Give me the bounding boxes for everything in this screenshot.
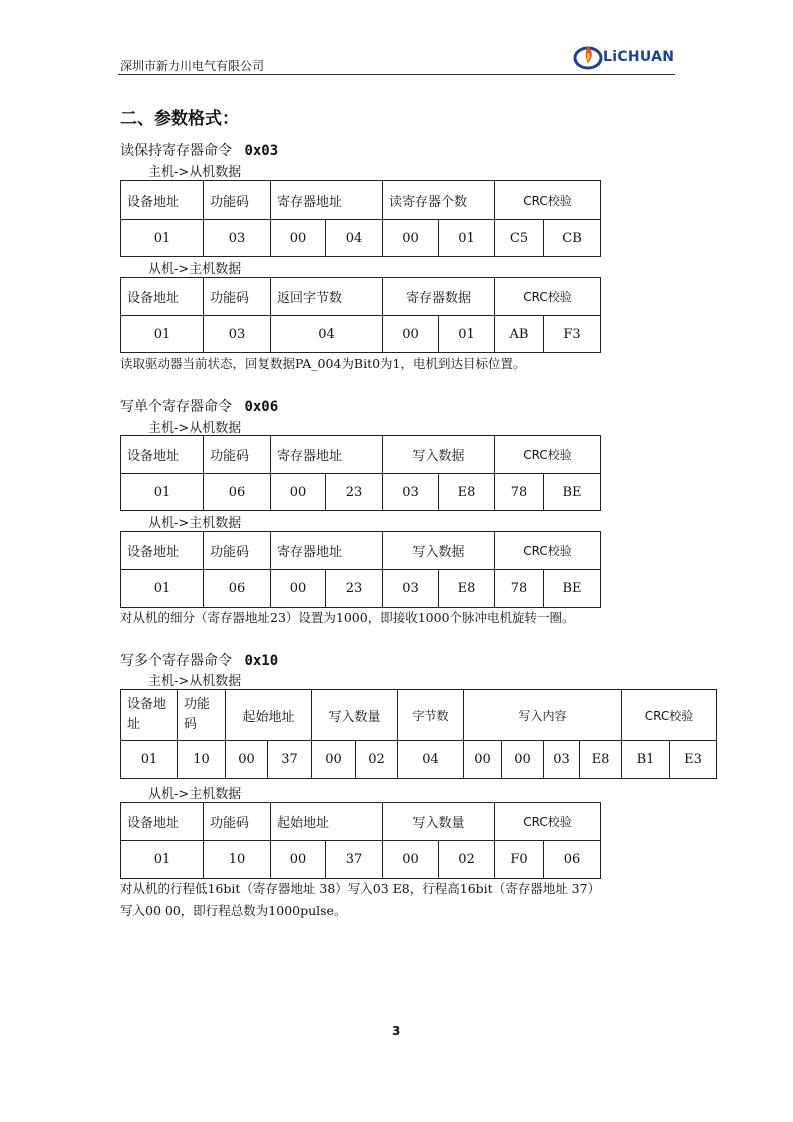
table-header-cell: 写入数据	[383, 532, 495, 570]
write-multi-master-label: 主机->从机数据	[148, 674, 242, 689]
table-row	[121, 316, 601, 353]
table-cell: 00	[271, 570, 326, 608]
read-cmd-code: 0x03	[244, 143, 279, 159]
table-cell: E3	[670, 741, 717, 779]
logo-mark-icon	[573, 42, 607, 72]
table-cell: 37	[268, 741, 312, 779]
logo-text: LiCHUAN	[603, 49, 675, 65]
table-cell: 00	[271, 220, 326, 257]
table-cell: 02	[439, 841, 495, 879]
table-cell: E8	[439, 570, 495, 608]
table-header-cell: CRC校验	[495, 436, 601, 474]
write-multi-cmd-note-line1: 对从机的行程低16bit（寄存器地址 38）写入03 E8，行程高16bit（寄存器地址 37）	[120, 881, 601, 896]
table-cell: 04	[271, 316, 383, 353]
table-cell: 06	[544, 841, 601, 879]
table-header-cell: CRC校验	[495, 803, 601, 841]
table-header-cell: 写入内容	[464, 690, 622, 741]
table-header-cell: 设备地址	[121, 532, 204, 570]
read-cmd-title	[120, 140, 278, 160]
table-cell: 00	[271, 841, 326, 879]
write-single-slave-table	[120, 531, 601, 608]
table-cell: 00	[226, 741, 268, 779]
table-cell: 01	[439, 220, 495, 257]
read-cmd-title-text: 读保持寄存器命令	[120, 143, 232, 159]
lichuan-logo	[573, 42, 678, 72]
table-cell: 06	[204, 570, 271, 608]
write-multi-cmd-note-line2: 写入00 00，即行程总数为1000pulse。	[120, 903, 347, 918]
write-single-cmd-code: 0x06	[244, 399, 279, 415]
table-cell: 00	[383, 841, 439, 879]
table-header-row	[121, 436, 601, 474]
table-cell: 03	[383, 570, 439, 608]
table-cell: 01	[439, 316, 495, 353]
table-cell: F0	[495, 841, 544, 879]
table-cell: 01	[121, 741, 178, 779]
write-multi-master-table	[120, 689, 717, 779]
table-cell: 78	[495, 474, 544, 511]
write-multi-cmd-code: 0x10	[244, 653, 279, 669]
table-row	[121, 841, 601, 879]
table-header-row	[121, 803, 601, 841]
table-cell: 00	[383, 220, 439, 257]
header-divider	[118, 74, 675, 75]
table-cell: B1	[622, 741, 670, 779]
table-header-cell: 写入数量	[312, 690, 398, 741]
table-cell: AB	[495, 316, 544, 353]
table-header-cell: 功能码	[178, 690, 226, 741]
table-cell: 01	[121, 474, 204, 511]
read-master-table	[120, 180, 601, 257]
table-cell: F3	[544, 316, 601, 353]
table-cell: 06	[204, 474, 271, 511]
read-master-label: 主机->从机数据	[148, 165, 242, 180]
table-cell: 04	[398, 741, 464, 779]
table-header-cell: CRC校验	[495, 181, 601, 220]
table-header-cell: 设备地址	[121, 690, 178, 741]
table-header-cell: 寄存器地址	[271, 436, 383, 474]
write-single-cmd-title	[120, 396, 278, 416]
write-multi-cmd-title-text: 写多个寄存器命令	[120, 653, 232, 669]
read-slave-table	[120, 277, 601, 353]
company-name: 深圳市新力川电气有限公司	[120, 59, 265, 73]
table-row	[121, 220, 601, 257]
table-header-cell: 字节数	[398, 690, 464, 741]
table-header-cell: 设备地址	[121, 803, 204, 841]
table-cell: 01	[121, 841, 204, 879]
table-header-row	[121, 181, 601, 220]
write-single-master-table	[120, 435, 601, 511]
table-header-cell: 设备地址	[121, 436, 204, 474]
table-header-cell: 起始地址	[226, 690, 312, 741]
read-slave-label: 从机->主机数据	[148, 262, 242, 277]
table-header-cell: 设备地址	[121, 181, 204, 220]
table-header-cell: CRC校验	[622, 690, 717, 741]
table-cell: 00	[464, 741, 502, 779]
table-header-cell: 起始地址	[271, 803, 383, 841]
write-single-cmd-note: 对从机的细分（寄存器地址23）设置为1000，即接收1000个脉冲电机旋转一圈。	[120, 610, 575, 625]
table-cell: 01	[121, 220, 204, 257]
table-cell: E8	[439, 474, 495, 511]
table-cell: 03	[544, 741, 580, 779]
table-header-cell: 读寄存器个数	[383, 181, 495, 220]
table-header-row	[121, 532, 601, 570]
table-cell: 00	[383, 316, 439, 353]
table-cell: 03	[383, 474, 439, 511]
table-cell: BE	[544, 474, 601, 511]
table-header-cell: 功能码	[204, 436, 271, 474]
table-header-cell: 寄存器数据	[383, 278, 495, 316]
section-title: 二、参数格式：	[120, 109, 239, 129]
page-number: 3	[392, 1024, 401, 1038]
table-header-cell: CRC校验	[495, 278, 601, 316]
table-cell: 04	[326, 220, 383, 257]
table-header-cell: 寄存器地址	[271, 181, 383, 220]
table-cell: 00	[312, 741, 356, 779]
table-header-cell: 设备地址	[121, 278, 204, 316]
table-cell: 02	[356, 741, 398, 779]
write-single-cmd-title-text: 写单个寄存器命令	[120, 399, 232, 415]
table-header-cell: CRC校验	[495, 532, 601, 570]
table-header-cell: 返回字节数	[271, 278, 383, 316]
table-cell: 37	[326, 841, 383, 879]
write-single-master-label: 主机->从机数据	[148, 421, 242, 436]
table-cell: 00	[271, 474, 326, 511]
write-multi-slave-table	[120, 802, 601, 879]
table-header-cell: 写入数据	[383, 436, 495, 474]
table-row	[121, 474, 601, 511]
table-cell: 78	[495, 570, 544, 608]
table-cell: 01	[121, 316, 204, 353]
table-header-cell: 寄存器地址	[271, 532, 383, 570]
table-cell: 23	[326, 570, 383, 608]
table-row	[121, 570, 601, 608]
table-cell: E8	[580, 741, 622, 779]
table-cell: 00	[502, 741, 544, 779]
table-cell: 10	[204, 841, 271, 879]
table-header-row	[121, 690, 717, 741]
table-header-cell: 功能码	[204, 532, 271, 570]
table-cell: 23	[326, 474, 383, 511]
write-multi-slave-label: 从机->主机数据	[148, 787, 242, 802]
table-header-cell: 功能码	[204, 181, 271, 220]
table-cell: CB	[544, 220, 601, 257]
table-row	[121, 741, 717, 779]
table-header-cell: 写入数量	[383, 803, 495, 841]
table-header-row	[121, 278, 601, 316]
read-cmd-note: 读取驱动器当前状态，回复数据PA_004为Bit0为1，电机到达目标位置。	[120, 356, 526, 371]
table-cell: BE	[544, 570, 601, 608]
table-cell: C5	[495, 220, 544, 257]
table-cell: 10	[178, 741, 226, 779]
table-header-cell: 功能码	[204, 278, 271, 316]
table-cell: 01	[121, 570, 204, 608]
table-header-cell: 功能码	[204, 803, 271, 841]
table-cell: 03	[204, 220, 271, 257]
write-single-slave-label: 从机->主机数据	[148, 516, 242, 531]
table-cell: 03	[204, 316, 271, 353]
write-multi-cmd-title	[120, 650, 278, 670]
